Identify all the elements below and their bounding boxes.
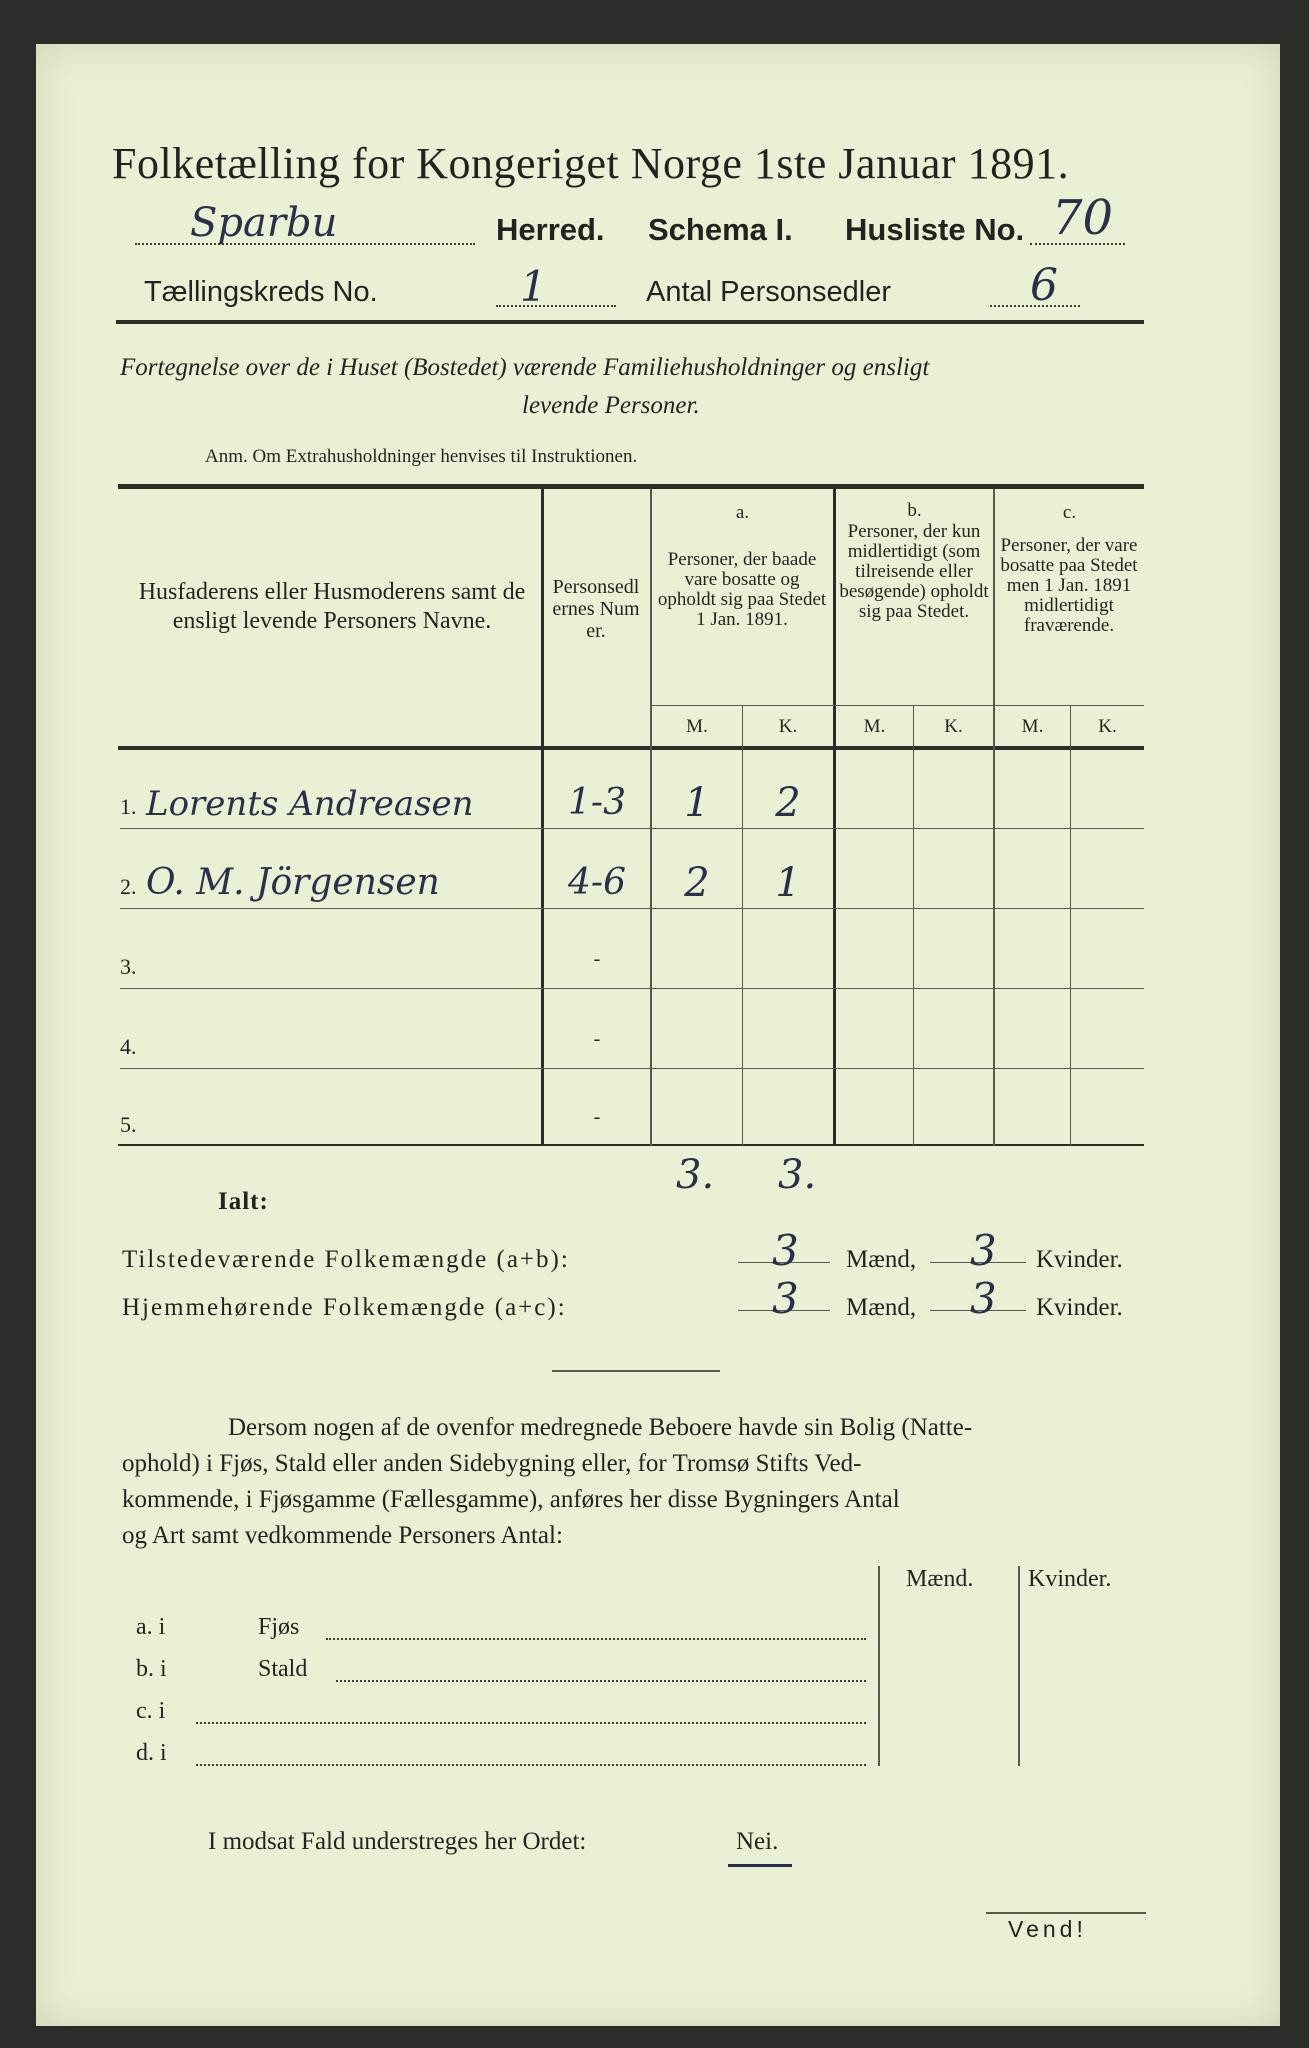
- building-label: Fjøs: [258, 1614, 300, 1640]
- para-line4: og Art samt vedkommende Personers Antal:: [122, 1522, 563, 1549]
- col-b-header: Personer, der kun midlertidigt (som tilreisende eller besøgende) opholdt sig paa Stedet.: [839, 521, 989, 622]
- anm-note: Anm. Om Extrahusholdninger henvises til Instruktionen.: [205, 446, 638, 467]
- row-a-k: 2: [775, 780, 801, 826]
- row-a-m: 1: [684, 780, 710, 826]
- col-a-m-label: M.: [686, 716, 708, 737]
- husliste-value: 70: [1052, 190, 1114, 246]
- row-persnum: -: [593, 1028, 601, 1050]
- hjem-maend: Mænd,: [846, 1294, 917, 1321]
- row-persnum: 1-3: [568, 782, 626, 823]
- row-persnum: -: [593, 1106, 601, 1128]
- col-b-m-label: M.: [863, 716, 886, 737]
- building-label: Stald: [258, 1656, 308, 1682]
- sum-a-m: 3.: [676, 1152, 715, 1198]
- tilst-maend: Mænd,: [846, 1246, 917, 1273]
- hjem-kvinder: Kvinder.: [1036, 1294, 1123, 1321]
- personsedler-value: 6: [1030, 260, 1058, 311]
- col-a-k-label: K.: [778, 716, 798, 737]
- hjem-m: 3: [772, 1274, 799, 1323]
- building-letter: b. i: [136, 1656, 167, 1682]
- building-letter: d. i: [136, 1740, 167, 1766]
- sum-a-k: 3.: [778, 1152, 817, 1198]
- para-line1: Dersom nogen af de ovenfor medregnede Beboere havde sin Bolig (Natte-: [228, 1414, 973, 1441]
- row-name: Lorents Andreasen: [146, 784, 474, 824]
- col-b-letter: b.: [907, 500, 922, 521]
- herred-value: Sparbu: [190, 200, 338, 246]
- row-number: 3.: [120, 954, 137, 979]
- row-persnum: 4-6: [568, 862, 626, 903]
- buildings-kvinder-header: Kvinder.: [1028, 1566, 1112, 1592]
- building-letter: c. i: [136, 1698, 166, 1724]
- kreds-label: Tællingskreds No.: [144, 276, 378, 308]
- schema-label: Schema I.: [648, 212, 793, 247]
- husliste-label: Husliste No.: [845, 212, 1025, 247]
- row-a-k: 1: [775, 860, 801, 906]
- col-b-k-label: K.: [944, 716, 963, 737]
- col-name-header: Husfaderens eller Husmoderens samt de ensligt levende Personers Navne.: [138, 579, 526, 634]
- tilst-kvinder: Kvinder.: [1036, 1246, 1123, 1273]
- nei-word: Nei.: [736, 1828, 779, 1855]
- buildings-maend-header: Mænd.: [906, 1566, 974, 1592]
- herred-label: Herred.: [496, 212, 605, 247]
- row-persnum: -: [593, 948, 601, 970]
- para-line2: ophold) i Fjøs, Stald eller anden Sidebygning eller, for Tromsø Stifts Ved-: [122, 1450, 862, 1477]
- ialt-label: Ialt:: [218, 1188, 269, 1215]
- row-number: 5.: [120, 1112, 137, 1137]
- tilst-label: Tilstedeværende Folkemængde (a+b):: [122, 1246, 570, 1273]
- col-a-letter: a.: [735, 502, 750, 523]
- hjem-k: 3: [970, 1274, 997, 1323]
- col-num-header: Personsedlernes Numer.: [552, 576, 640, 642]
- vend-label: Vend!: [1008, 1916, 1087, 1942]
- col-c-letter: c.: [1062, 502, 1077, 523]
- form-title: Folketælling for Kongeriget Norge 1ste Januar 1891.: [112, 139, 1070, 188]
- para-line3: kommende, i Fjøsgamme (Fællesgamme), anføres her disse Bygningers Antal: [122, 1486, 900, 1513]
- row-name: O. M. Jörgensen: [146, 862, 440, 903]
- kreds-value: 1: [520, 262, 547, 311]
- row-number: 1.: [120, 794, 137, 819]
- intro-line2: levende Personer.: [522, 392, 700, 419]
- col-c-header: Personer, der vare bosatte paa Stedet men 1 Jan. 1891 midlertidigt fraværende.: [1000, 535, 1138, 636]
- building-letter: a. i: [136, 1614, 166, 1640]
- row-number: 2.: [120, 874, 137, 899]
- hjem-label: Hjemmehørende Folkemængde (a+c):: [122, 1294, 567, 1321]
- census-form: [36, 44, 1280, 2026]
- section-divider: [552, 1370, 720, 1372]
- col-a-header: Personer, der baade vare bosatte og opholdt sig paa Stedet 1 Jan. 1891.: [657, 549, 827, 630]
- modsat-text: I modsat Fald understreges her Ordet:: [208, 1828, 587, 1855]
- row-number: 4.: [120, 1034, 137, 1059]
- personsedler-label: Antal Personsedler: [646, 276, 892, 308]
- col-c-m-label: M.: [1021, 716, 1044, 737]
- intro-line1: Fortegnelse over de i Huset (Bostedet) værende Familiehusholdninger og ensligt: [120, 354, 930, 381]
- col-c-k-label: K.: [1098, 716, 1117, 737]
- tilst-m: 3: [772, 1226, 799, 1275]
- tilst-k: 3: [970, 1226, 997, 1275]
- row-a-m: 2: [684, 860, 710, 906]
